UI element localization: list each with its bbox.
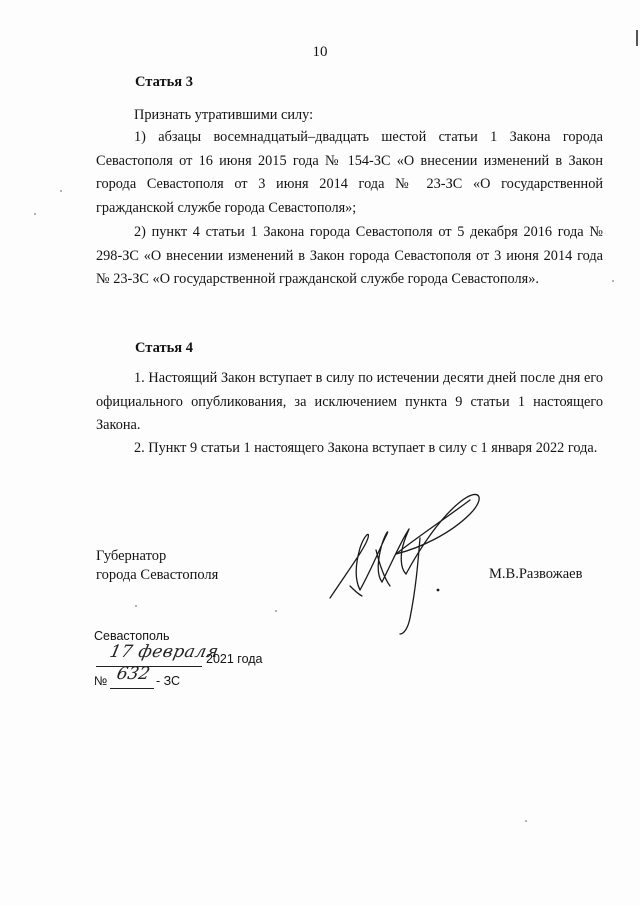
scan-speck [612,280,614,282]
article-3-heading: Статья 3 [135,74,193,90]
signatory-name: М.В.Развожаев [489,566,583,582]
signatory-title-line2: города Севастополя [96,567,219,583]
number-underline [110,688,154,689]
signatory-title-line1: Губернатор [96,548,167,564]
handwritten-law-number: 632 [114,664,152,684]
article-3-paragraph-1: 1) абзацы восемнадцатый–двадцать шестой статьи 1 Закона города Севастополя от 16 июня 2015 года № 154-ЗС «О внесении изменений в Закон города Севастополя от 3 июня 2014 года № 23-ЗС «О государственной гражданской службе города Севастополя»; [96,129,603,216]
article-3-paragraph-2: 2) пункт 4 статьи 1 Закона города Севастополя от 5 декабря 2016 года № 298-ЗС «О внесении изменений в Закон города Севастополя от 3 июня 2014 года № 23-ЗС «О государственной гражданской службе города Севастополя». [96,224,603,287]
law-number-suffix: - ЗС [156,674,181,688]
place-of-signing: Севастополь [94,629,170,643]
article-4-paragraph-1: 1. Настоящий Закон вступает в силу по истечении десяти дней после дня его официального опубликования, за исключением пункта 9 статьи 1 настоящего Закона. [96,370,603,433]
handwritten-date: 17 февраля [107,642,221,662]
article-3-paragraph-intro: Признать утратившими силу: [134,107,314,123]
scan-speck [275,610,277,612]
article-4-heading: Статья 4 [135,340,193,356]
handwritten-signature [320,478,490,638]
page-number: 10 [312,44,328,60]
scan-speck [135,605,137,607]
date-year: 2021 года [206,652,263,666]
law-number-prefix: № [94,674,108,688]
article-4-paragraph-2: 2. Пункт 9 статьи 1 настоящего Закона вступает в силу с 1 января 2022 года. [134,440,598,456]
signatory-title [96,547,218,585]
scan-speck [34,213,36,215]
scan-speck [60,190,62,192]
scan-speck [525,820,527,822]
